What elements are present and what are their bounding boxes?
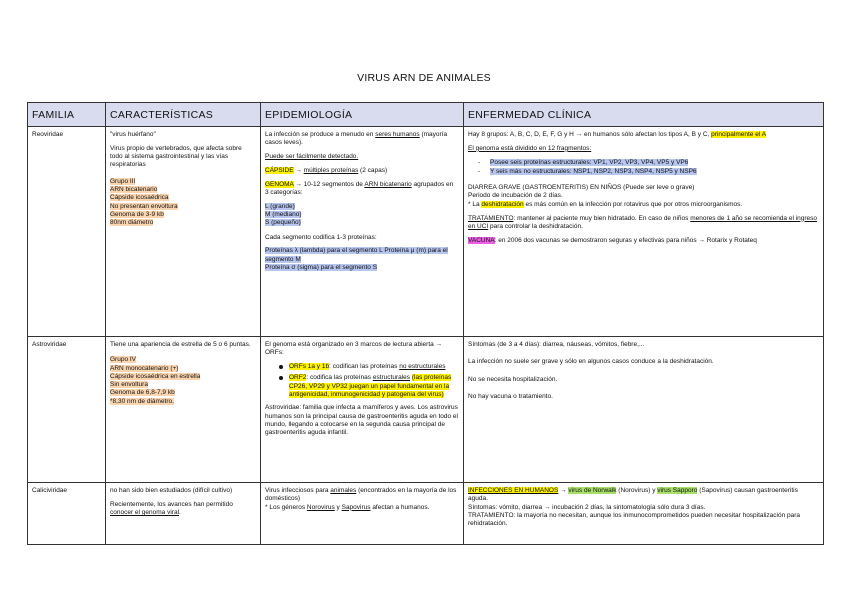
reo-car-intro: "virus huérfano" <box>110 131 156 138</box>
epidemiologia-cell <box>261 127 464 337</box>
reo-epi-intro: La infección se produce a menudo en seres humanos (mayoría casos leves). <box>265 131 448 147</box>
table-row-reoviridae <box>28 127 824 337</box>
reo-car-item: 80nm diámetro <box>110 219 154 227</box>
epidemiologia-cell <box>261 337 464 483</box>
header-familia: FAMILIA <box>28 103 106 127</box>
reo-cli-diarrea-title: DIARREA GRAVE (GASTROENTERITIS) EN NIÑOS (Puede ser leve o grave) <box>468 184 695 192</box>
reo-cli-fragments: - Posee seis proteínas estructurales: VP1, VP2, VP3, VP4, VP5 y VP6 - Y seis más no estructurales: NSP1, NSP2, NSP3, NSP4, NSP5 y NSP6 <box>468 159 818 177</box>
table-row-caliciviridae <box>28 483 824 545</box>
familia-cell: Reoviridae <box>28 127 106 337</box>
reo-epi-sizes: L (grande) M (mediano) S (pequeño) <box>265 202 302 227</box>
reo-car-item: Genoma de 3-9 kb <box>110 210 164 218</box>
calici-cli-trat: TRATAMIENTO: la mayoría no necesitan, aunque los inmunocomprometidos pueden necesitar hospitalización para rehidratación. <box>468 511 801 528</box>
caracteristicas-cell <box>106 483 261 545</box>
reo-car-desc: Virus propio de vertebrados, que afecta sobre todo al sistema gastrointestinal y las vías respiratorias <box>110 144 242 169</box>
reo-cli-dehyd: * La deshidratación es más común en la infección por rotavirus que por otros microorganismos. <box>468 200 743 208</box>
enfermedad-cell <box>464 337 824 483</box>
reo-epi-segment: Cada segmento codifica 1-3 proteínas: <box>265 233 377 241</box>
calici-epi-genera: * Los géneros Norovirus y Sapovirus afectan a humanos. <box>265 503 430 511</box>
reo-cli-vacuna: VACUNA: en 2006 dos vacunas se demostraron seguras y efectivas para niños → Rotarix y Rotateq <box>468 236 757 244</box>
header-enfermedad-clinica: ENFERMEDAD CLÍNICA <box>464 103 824 127</box>
reo-epi-capside: CÁPSIDE → múltiples proteínas (2 capas) <box>265 166 388 174</box>
astro-car-desc: Tiene una apariencia de estrella de 5 o 6 puntas. <box>110 341 251 348</box>
caracteristicas-cell <box>106 127 261 337</box>
caracteristicas-cell <box>106 337 261 483</box>
reo-car-item: ARN bicatenario <box>110 185 158 193</box>
calici-cli-inf: INFECCIONES EN HUMANOS → virus de Norwalk (Norovirus) y virus Sapporo (Sapovirus) causan gastroenteritis aguda. <box>468 487 798 503</box>
familia-cell: Caliciviridae <box>28 483 106 545</box>
reo-cli-groups: Hay 8 grupos: A, B, C, D, E, F, G y H → en humanos sólo afectan los tipos A, B y C, principalmente el A <box>468 131 767 138</box>
astro-cli-vac: No hay vacuna o tratamiento. <box>468 392 553 400</box>
epidemiologia-cell <box>261 483 464 545</box>
astro-car-list: Grupo IV ARN monocatenario (+) Cápside icosaédrica en estrella Sin envoltura Genoma de 6,8-7,9 kb *8,30 nm de diámetro. <box>110 356 201 405</box>
reo-epi-detect: Puede ser fácilmente detectado. <box>265 153 359 161</box>
familia-cell: Astroviridae <box>28 337 106 483</box>
astro-cli-sint: Síntomas (de 3 a 4 días): diarrea, náuseas, vómitos, fiebre,... <box>468 341 645 348</box>
header-caracteristicas: CARACTERÍSTICAS <box>106 103 261 127</box>
reo-cli-incub: Periodo de incubación de 2 días. <box>468 192 563 200</box>
calici-car-desc: no han sido bien estudiados (difícil cultivo) <box>110 487 233 494</box>
header-epidemiologia: EPIDEMIOLOGÍA <box>261 103 464 127</box>
page-title: VIRUS ARN DE ANIMALES <box>357 72 491 84</box>
astro-epi-intro: El genoma está organizado en 3 marcos de lectura abierta → ORFs: <box>265 341 443 357</box>
reo-car-item: Grupo III <box>110 177 136 185</box>
reo-cli-tratamiento: TRATAMIENTO: mantener al paciente muy bien hidratado. En caso de niños menores de 1 año se recomienda el ingreso en UCI para controlar la deshidratación. <box>468 214 818 230</box>
reo-epi-proteins: Proteínas λ (lambda) para el segmento L Proteína μ (m) para el segmento M Proteína σ (sigma) para el segmento S <box>265 247 448 272</box>
reo-car-list <box>110 178 255 228</box>
astro-orf2: ORF2: codifica las proteínas estructurales (las proteínas CP26, VP29 y VP32 juegan un papel fundamental en la antigenicidad, inmunogenicidad y patogenia del virus) <box>265 374 458 399</box>
reo-epi-genoma: GENOMA → 10-12 segmentos de ARN bicatenario agrupados en 3 categorías: <box>265 180 454 196</box>
header-row <box>28 103 824 127</box>
reo-car-item: No presentan envoltura <box>110 202 178 210</box>
calici-epi-intro: Virus infecciosos para animales (encontrados en la mayoría de los domésticos) <box>265 487 457 503</box>
enfermedad-cell <box>464 483 824 545</box>
calici-car-recent: Recientemente, los avances han permitido conocer el genoma viral. <box>110 500 233 517</box>
reo-car-item: Cápside icosaédrica <box>110 194 169 202</box>
astro-cli-leve: La infección no suele ser grave y sólo en algunos casos conduce a la deshidratación. <box>468 358 714 366</box>
astro-epi-orfs <box>265 363 458 399</box>
reo-cli-genome: El genoma está dividido en 12 fragmentos: <box>468 144 592 152</box>
enfermedad-cell <box>464 127 824 337</box>
astro-cli-hosp: No se necesita hospitalización. <box>468 375 558 383</box>
virus-table <box>27 102 824 545</box>
astro-orf1: ORFs 1a y 1b: codifican las proteínas no estructurales <box>265 363 458 371</box>
astro-epi-family: Astroviridae: familia que infecta a mamíferos y aves. Los astrovirus humanos son la principal causa de gastroenteritis aguda en todo el mundo, llegando a colocarse en la segunda causa principal de gastroenteritis aguda infantil. <box>265 404 458 437</box>
calici-cli-sint: Síntomas: vómito, diarrea → incubación 2 días, la sintomatología sólo dura 3 días. <box>468 503 706 511</box>
table-row-astroviridae <box>28 337 824 483</box>
